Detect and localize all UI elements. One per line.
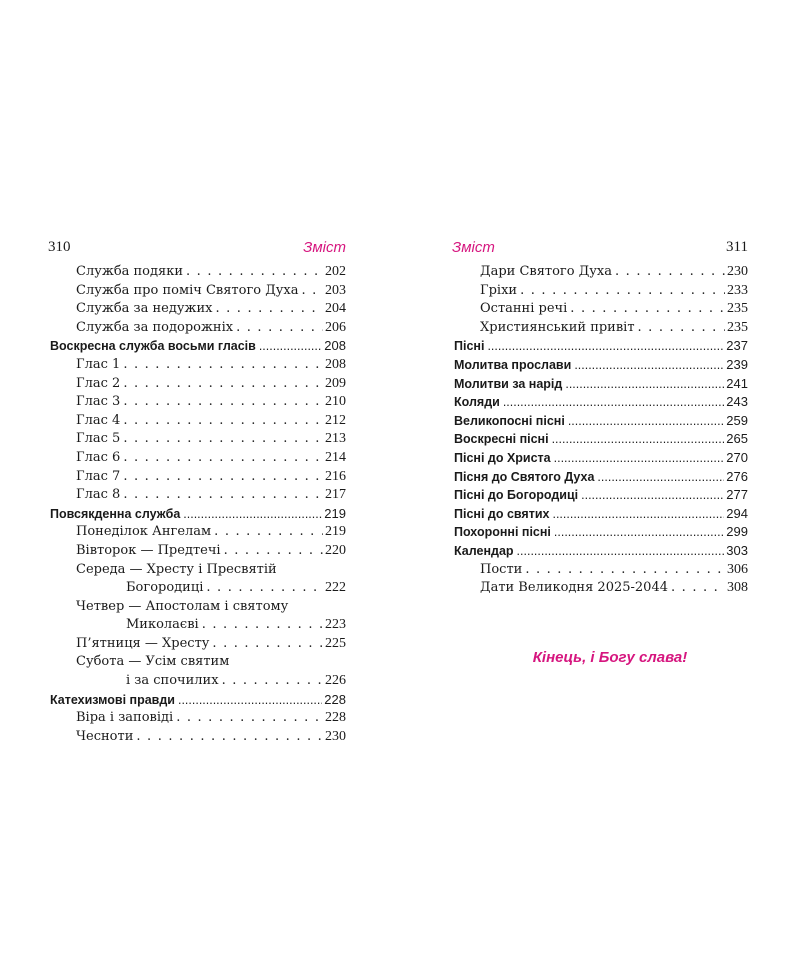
toc-entry-page: 228 bbox=[325, 710, 346, 726]
dot-leader bbox=[123, 430, 323, 449]
dot-leader bbox=[517, 542, 725, 561]
toc-entry-page: 213 bbox=[325, 431, 346, 447]
toc-entry-title: Служба про поміч Святого Духа bbox=[76, 282, 299, 298]
dot-leader bbox=[212, 635, 323, 654]
toc-entry-title: Повсякденна служба bbox=[50, 506, 181, 521]
toc-entry-page: 223 bbox=[325, 617, 346, 633]
toc-entry bbox=[452, 468, 748, 487]
running-title: Зміст bbox=[452, 239, 495, 256]
toc-entry bbox=[48, 263, 346, 282]
toc-entry-title: Віра і заповіді bbox=[76, 710, 174, 726]
toc-entry-page: 299 bbox=[726, 524, 748, 540]
toc-entry-title: і за спочилих bbox=[126, 673, 219, 689]
toc-entry-title: Християнський привіт bbox=[480, 319, 635, 335]
toc-entry-page: 214 bbox=[325, 449, 346, 465]
toc-entry-page: 226 bbox=[325, 673, 346, 689]
toc-entry-page: 208 bbox=[325, 356, 346, 372]
dot-leader bbox=[222, 672, 323, 691]
dot-leader bbox=[554, 523, 724, 542]
toc-entry-title: Пости bbox=[480, 561, 523, 577]
toc-entry-title: Пісні bbox=[454, 339, 485, 354]
toc-entry-title: Служба за недужих bbox=[76, 301, 213, 317]
toc-entry-page: 208 bbox=[324, 338, 346, 354]
toc-entry-page: 303 bbox=[726, 542, 748, 558]
toc-entry-title: Дари Святого Духа bbox=[480, 264, 612, 279]
running-header bbox=[48, 239, 346, 263]
toc-entry-title: Молитва прослави bbox=[454, 357, 572, 372]
toc-entry-page: 222 bbox=[325, 580, 346, 596]
toc-entry-page: 219 bbox=[325, 524, 346, 540]
toc-entry-page: 228 bbox=[324, 691, 346, 707]
dot-leader bbox=[302, 282, 323, 301]
toc-entry-page: 209 bbox=[325, 375, 346, 391]
dot-leader bbox=[525, 561, 725, 580]
dot-leader bbox=[638, 319, 725, 338]
toc-entry bbox=[48, 449, 346, 468]
dot-leader bbox=[552, 505, 724, 524]
toc-entry bbox=[452, 337, 748, 356]
toc-entry-title: Глас 4 bbox=[76, 412, 121, 428]
toc-entry bbox=[452, 579, 748, 598]
toc-entry-page: 237 bbox=[726, 338, 748, 354]
toc-entry-page: 259 bbox=[726, 412, 748, 428]
toc-entry-title: Похоронні пісні bbox=[454, 525, 551, 540]
dot-leader bbox=[615, 263, 725, 282]
toc-entry bbox=[48, 337, 346, 356]
toc-entry bbox=[452, 412, 748, 431]
toc-entry-title: Воскресні пісні bbox=[454, 432, 549, 447]
dot-leader bbox=[552, 430, 725, 449]
running-title: Зміст bbox=[303, 239, 346, 256]
dot-leader bbox=[520, 282, 725, 301]
toc-entry-title: Миколаєві bbox=[126, 617, 199, 633]
dot-leader bbox=[554, 449, 725, 468]
dot-leader bbox=[214, 523, 323, 542]
toc-list bbox=[452, 263, 748, 598]
toc-entry-page: 243 bbox=[726, 394, 748, 410]
toc-entry-title: Глас 7 bbox=[76, 468, 121, 484]
toc-entry bbox=[48, 635, 346, 654]
dot-leader bbox=[202, 616, 323, 635]
toc-entry bbox=[48, 468, 346, 487]
toc-entry-title: Глас 6 bbox=[76, 449, 121, 465]
toc-entry bbox=[48, 393, 346, 412]
toc-entry-title: Вівторок — Предтечі bbox=[76, 542, 221, 558]
closing-line: Кінець, і Богу слава! bbox=[532, 649, 688, 666]
dot-leader bbox=[568, 412, 724, 431]
toc-entry bbox=[48, 672, 346, 691]
dot-leader bbox=[236, 319, 323, 338]
dot-leader bbox=[123, 375, 323, 394]
dot-leader bbox=[136, 728, 323, 747]
toc-entry-page: 277 bbox=[726, 487, 748, 503]
dot-leader bbox=[671, 579, 725, 598]
toc-entry bbox=[48, 709, 346, 728]
dot-leader bbox=[123, 486, 323, 505]
toc-entry bbox=[48, 486, 346, 505]
dot-leader bbox=[123, 468, 323, 487]
toc-entry-page: 239 bbox=[726, 356, 748, 372]
dot-leader bbox=[215, 300, 323, 319]
dot-leader bbox=[224, 542, 323, 561]
toc-entry-page: 219 bbox=[324, 505, 346, 521]
toc-entry bbox=[452, 356, 748, 375]
toc-entry bbox=[48, 523, 346, 542]
toc-entry-page: 270 bbox=[726, 449, 748, 465]
toc-entry bbox=[452, 486, 748, 505]
toc-entry-page: 203 bbox=[325, 282, 346, 298]
dot-leader bbox=[206, 579, 323, 598]
toc-entry-page: 308 bbox=[727, 580, 748, 596]
toc-entry bbox=[452, 542, 748, 561]
dot-leader bbox=[581, 486, 724, 505]
toc-entry-title: Глас 8 bbox=[76, 487, 121, 503]
toc-entry-title: Катехизмові правди bbox=[50, 692, 175, 707]
toc-entry bbox=[48, 282, 346, 301]
toc-entry-page: 216 bbox=[325, 468, 346, 484]
toc-entry bbox=[48, 542, 346, 561]
toc-entry bbox=[48, 505, 346, 524]
toc-entry-title: Останні речі bbox=[480, 301, 568, 317]
toc-entry-title: Коляди bbox=[454, 395, 500, 410]
toc-entry bbox=[452, 523, 748, 542]
dot-leader bbox=[123, 393, 323, 412]
dot-leader bbox=[178, 691, 322, 710]
toc-entry bbox=[452, 375, 748, 394]
toc-entry bbox=[48, 412, 346, 431]
toc-entry-title: Богородиці bbox=[126, 580, 204, 596]
toc-entry-title: Середа — Хресту і Пресвятій bbox=[76, 561, 277, 577]
toc-entry-title: Гріхи bbox=[480, 282, 518, 298]
toc-entry bbox=[48, 653, 346, 672]
dot-leader bbox=[570, 300, 725, 319]
toc-entry-page: 276 bbox=[726, 468, 748, 484]
dot-leader bbox=[123, 356, 323, 375]
toc-entry-title: П’ятниця — Хресту bbox=[76, 635, 210, 651]
toc-entry bbox=[452, 393, 748, 412]
dot-leader bbox=[123, 412, 323, 431]
dot-leader bbox=[186, 263, 323, 282]
toc-entry bbox=[48, 430, 346, 449]
toc-entry-title: Дати Великодня 2025-2044 bbox=[480, 580, 668, 596]
toc-entry-page: 265 bbox=[726, 431, 748, 447]
toc-entry-title: Воскресна служба восьми гласів bbox=[50, 339, 256, 354]
toc-entry-title: Пісня до Святого Духа bbox=[454, 469, 595, 484]
toc-entry-page: 241 bbox=[726, 375, 748, 391]
dot-leader bbox=[176, 709, 323, 728]
running-header bbox=[452, 239, 748, 263]
toc-entry-title: Служба подяки bbox=[76, 264, 184, 279]
toc-entry-title: Служба за подорожніх bbox=[76, 319, 234, 335]
toc-entry-title: Пісні до святих bbox=[454, 506, 550, 521]
toc-entry bbox=[48, 579, 346, 598]
toc-entry-title: Пісні до Богородиці bbox=[454, 488, 579, 503]
toc-entry-page: 206 bbox=[325, 319, 346, 335]
toc-entry-page: 212 bbox=[325, 412, 346, 428]
toc-entry-title: Календар bbox=[454, 543, 514, 558]
toc-entry bbox=[48, 561, 346, 580]
dot-leader bbox=[487, 337, 724, 356]
page-number: 310 bbox=[48, 239, 71, 255]
toc-entry bbox=[452, 430, 748, 449]
toc-entry bbox=[48, 691, 346, 710]
dot-leader bbox=[574, 356, 724, 375]
toc-entry bbox=[48, 300, 346, 319]
toc-entry bbox=[452, 300, 748, 319]
toc-entry bbox=[452, 449, 748, 468]
toc-entry-page: 235 bbox=[727, 301, 748, 317]
toc-entry-title: Четвер — Апостолам і святому bbox=[76, 598, 289, 614]
toc-entry-title: Глас 2 bbox=[76, 375, 121, 391]
dot-leader bbox=[259, 337, 322, 356]
toc-entry-page: 294 bbox=[726, 505, 748, 521]
toc-entry bbox=[452, 282, 748, 301]
toc-entry-page: 217 bbox=[325, 487, 346, 503]
toc-entry-page: 225 bbox=[325, 635, 346, 651]
toc-entry bbox=[48, 356, 346, 375]
toc-entry bbox=[48, 319, 346, 338]
toc-entry bbox=[452, 319, 748, 338]
toc-list bbox=[48, 263, 346, 746]
dot-leader bbox=[565, 375, 724, 394]
toc-entry-title: Глас 5 bbox=[76, 431, 121, 447]
toc-entry-title: Молитви за нарід bbox=[454, 376, 563, 391]
toc-entry-title: Понеділок Ангелам bbox=[76, 524, 212, 540]
toc-entry-title: Субота — Усім святим bbox=[76, 654, 230, 670]
toc-entry-title: Великопосні пісні bbox=[454, 413, 565, 428]
toc-entry-page: 306 bbox=[727, 561, 748, 577]
toc-entry bbox=[48, 616, 346, 635]
toc-entry bbox=[48, 375, 346, 394]
toc-entry-page: 210 bbox=[325, 394, 346, 410]
page-number: 311 bbox=[726, 239, 748, 255]
toc-entry-page: 233 bbox=[727, 282, 748, 298]
toc-entry-page: 202 bbox=[325, 264, 346, 279]
toc-entry bbox=[48, 598, 346, 617]
right-page bbox=[452, 239, 748, 598]
dot-leader bbox=[503, 393, 724, 412]
toc-entry-title: Чесноти bbox=[76, 728, 134, 744]
toc-entry-page: 220 bbox=[325, 542, 346, 558]
left-page bbox=[48, 239, 346, 746]
toc-entry bbox=[48, 728, 346, 747]
toc-entry-page: 230 bbox=[727, 264, 748, 279]
toc-entry-page: 230 bbox=[325, 728, 346, 744]
toc-entry bbox=[452, 263, 748, 282]
toc-entry-title: Пісні до Христа bbox=[454, 450, 551, 465]
dot-leader bbox=[597, 468, 724, 487]
toc-entry-title: Глас 3 bbox=[76, 394, 121, 410]
toc-entry bbox=[452, 505, 748, 524]
toc-entry-page: 204 bbox=[325, 301, 346, 317]
toc-entry bbox=[452, 561, 748, 580]
toc-entry-page: 235 bbox=[727, 319, 748, 335]
dot-leader bbox=[183, 505, 322, 524]
dot-leader bbox=[123, 449, 323, 468]
toc-entry-title: Глас 1 bbox=[76, 356, 121, 372]
